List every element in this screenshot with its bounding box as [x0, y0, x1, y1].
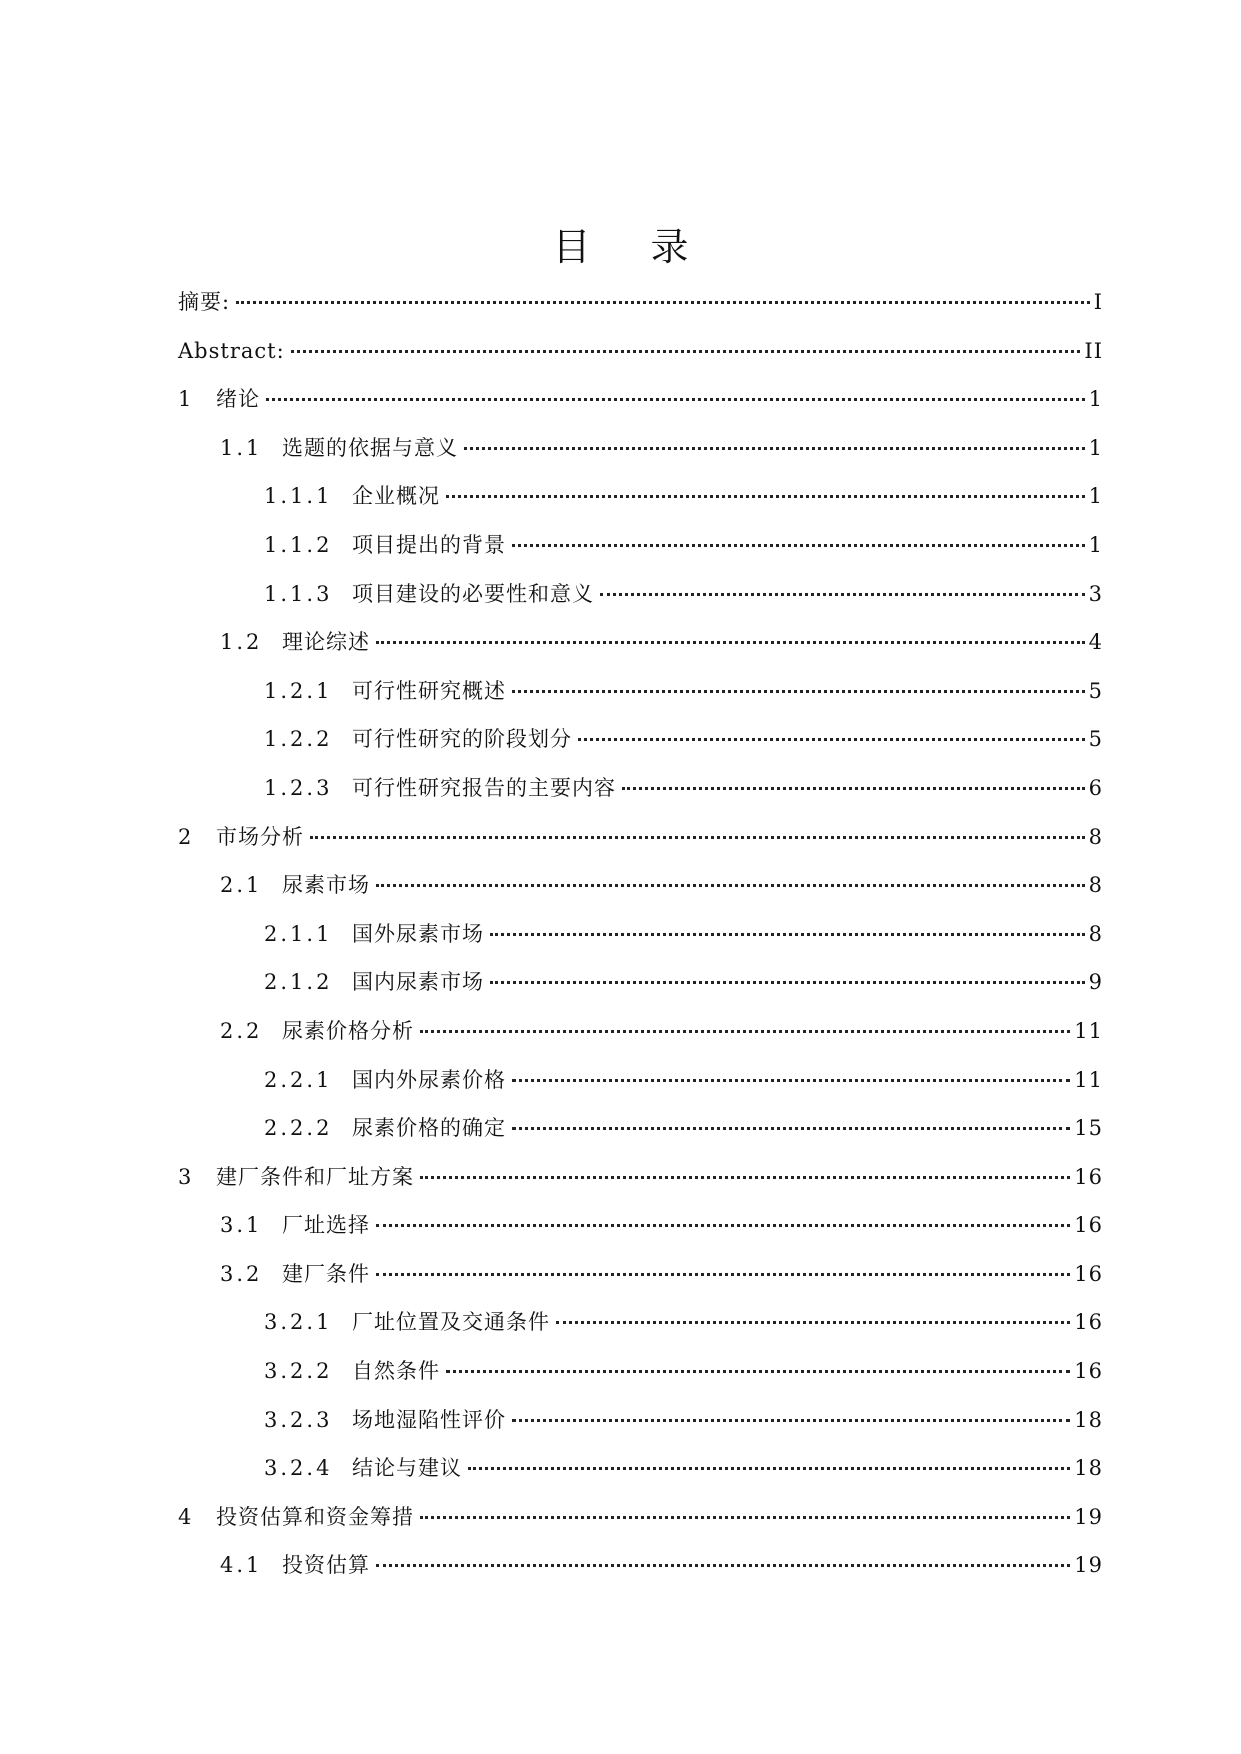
- toc-entry-number: 2.2.1: [264, 1067, 333, 1092]
- toc-entry[interactable]: [178, 433, 1103, 482]
- toc-entry-title: 可行性研究报告的主要内容: [352, 775, 616, 800]
- toc-entry[interactable]: [178, 676, 1103, 725]
- toc-entry-page-number: 1: [1088, 532, 1103, 557]
- toc-dot-leader: [512, 690, 1085, 693]
- toc-entry-page-number: 3: [1088, 581, 1103, 606]
- toc-entry[interactable]: [178, 870, 1103, 919]
- toc-entry[interactable]: [178, 579, 1103, 628]
- toc-dot-leader: [512, 1419, 1070, 1422]
- toc-dot-leader: [556, 1321, 1070, 1324]
- toc-entry-title: 厂址选择: [282, 1213, 370, 1238]
- toc-entry-title: Abstract:: [178, 338, 285, 363]
- toc-entry-title: 结论与建议: [352, 1456, 462, 1481]
- toc-entry-title: 国外尿素市场: [352, 921, 484, 946]
- toc-entry-number: 2: [178, 824, 195, 849]
- toc-entry-page-number: 1: [1088, 484, 1103, 509]
- toc-entry[interactable]: [178, 384, 1103, 433]
- toc-entry[interactable]: [178, 1405, 1103, 1454]
- toc-entry-title: 投资估算: [282, 1553, 370, 1578]
- toc-entry-title: 企业概况: [352, 484, 440, 509]
- toc-entry-title: 尿素市场: [282, 873, 370, 898]
- toc-entry-number: 1.1.2: [264, 532, 333, 557]
- toc-entry-title: 投资估算和资金筹措: [216, 1504, 414, 1529]
- toc-dot-leader: [376, 1564, 1070, 1567]
- toc-entry-number: 1.1.1: [264, 484, 333, 509]
- toc-entry[interactable]: [178, 1453, 1103, 1502]
- toc-entry[interactable]: [178, 1550, 1103, 1599]
- toc-entry-title: 可行性研究概述: [352, 678, 506, 703]
- toc-entry-number: 3.2: [220, 1261, 263, 1286]
- toc-entry-title: 建厂条件和厂址方案: [216, 1164, 414, 1189]
- toc-entry-title: 项目提出的背景: [352, 532, 506, 557]
- toc-entry-number: 1.1.3: [264, 581, 333, 606]
- toc-entry-number: 3.1: [220, 1213, 263, 1238]
- toc-entry-number: 3.2.4: [264, 1456, 333, 1481]
- toc-dot-leader: [420, 1176, 1070, 1179]
- toc-dot-leader: [310, 836, 1085, 839]
- toc-entry[interactable]: [178, 1113, 1103, 1162]
- toc-entry-title: 场地湿陷性评价: [352, 1407, 506, 1432]
- toc-entry-title: 尿素价格分析: [282, 1018, 414, 1043]
- toc-entry-page-number: 18: [1074, 1456, 1103, 1481]
- toc-entry-page-number: 8: [1088, 824, 1103, 849]
- toc-entry-number: 4.1: [220, 1553, 263, 1578]
- toc-entry-page-number: 9: [1088, 970, 1103, 995]
- toc-entry-page-number: 16: [1074, 1359, 1103, 1384]
- toc-dot-leader: [578, 738, 1085, 741]
- toc-entry[interactable]: [178, 336, 1103, 385]
- toc-title: 目 录: [552, 225, 713, 269]
- toc-entry-page-number: 16: [1074, 1310, 1103, 1335]
- toc-dot-leader: [236, 301, 1090, 304]
- toc-dot-leader: [376, 1224, 1070, 1227]
- toc-entry[interactable]: [178, 919, 1103, 968]
- toc-entry-page-number: 5: [1088, 727, 1103, 752]
- toc-entry-page-number: 11: [1074, 1018, 1103, 1043]
- toc-entry-page-number: 11: [1074, 1067, 1103, 1092]
- toc-entry-number: 3.2.2: [264, 1359, 333, 1384]
- toc-entry-page-number: 15: [1074, 1116, 1103, 1141]
- toc-dot-leader: [376, 641, 1085, 644]
- toc-entry-number: 1.2.1: [264, 678, 333, 703]
- toc-entry-title: 绪论: [216, 387, 260, 412]
- toc-entry[interactable]: [178, 1162, 1103, 1211]
- toc-entry-title: 项目建设的必要性和意义: [352, 581, 594, 606]
- toc-dot-leader: [420, 1516, 1070, 1519]
- toc-dot-leader: [446, 1370, 1070, 1373]
- toc-entry-page-number: 16: [1074, 1213, 1103, 1238]
- toc-entry[interactable]: [178, 1210, 1103, 1259]
- toc-entry-page-number: 19: [1074, 1504, 1103, 1529]
- toc-entry[interactable]: [178, 1356, 1103, 1405]
- toc-entry[interactable]: [178, 1307, 1103, 1356]
- toc-entry[interactable]: [178, 287, 1103, 336]
- toc-entry-page-number: 4: [1088, 630, 1103, 655]
- toc-entry-page-number: II: [1084, 338, 1103, 363]
- toc-entry[interactable]: [178, 1065, 1103, 1114]
- toc-entry-title: 理论综述: [282, 630, 370, 655]
- toc-entry-page-number: 8: [1088, 921, 1103, 946]
- toc-entry-number: 2.1: [220, 873, 263, 898]
- toc-entry-number: 3: [178, 1164, 195, 1189]
- toc-entry-number: 1.2.3: [264, 775, 333, 800]
- toc-entry-number: 2.2.2: [264, 1116, 333, 1141]
- toc-entry-number: 3.2.1: [264, 1310, 333, 1335]
- toc-entry-title: 摘要:: [178, 290, 231, 314]
- toc-dot-leader: [291, 350, 1081, 353]
- toc-entry-page-number: 1: [1088, 387, 1103, 412]
- toc-entry[interactable]: [178, 1502, 1103, 1551]
- toc-entry-title: 厂址位置及交通条件: [352, 1310, 550, 1335]
- toc-entry-number: 2.2: [220, 1018, 263, 1043]
- toc-entry-page-number: 6: [1088, 775, 1103, 800]
- toc-entry[interactable]: [178, 724, 1103, 773]
- toc-entry-page-number: I: [1093, 290, 1103, 314]
- toc-entry-page-number: 1: [1088, 435, 1103, 460]
- toc-dot-leader: [512, 1079, 1070, 1082]
- toc-dot-leader: [446, 495, 1085, 498]
- toc-dot-leader: [512, 1127, 1070, 1130]
- toc-entry-number: 1.1: [220, 435, 263, 460]
- toc-entry-page-number: 16: [1074, 1164, 1103, 1189]
- toc-entry-page-number: 16: [1074, 1261, 1103, 1286]
- toc-dot-leader: [420, 1030, 1070, 1033]
- toc-entry-page-number: 5: [1088, 678, 1103, 703]
- toc-entry-number: 1: [178, 387, 195, 412]
- toc-dot-leader: [600, 593, 1085, 596]
- toc-entry-title: 可行性研究的阶段划分: [352, 727, 572, 752]
- toc-entry[interactable]: [178, 822, 1103, 871]
- toc-entry-title: 市场分析: [216, 824, 304, 849]
- toc-entry-title: 国内尿素市场: [352, 970, 484, 995]
- toc-entry-title: 建厂条件: [282, 1261, 370, 1286]
- toc-entry-number: 1.2.2: [264, 727, 333, 752]
- toc-entry-number: 4: [178, 1504, 195, 1529]
- toc-dot-leader: [376, 1273, 1070, 1276]
- toc-dot-leader: [468, 1467, 1070, 1470]
- toc-entry-number: 1.2: [220, 630, 263, 655]
- toc-list: [178, 287, 1103, 1599]
- toc-entry-page-number: 18: [1074, 1407, 1103, 1432]
- toc-entry[interactable]: [178, 481, 1103, 530]
- toc-entry-page-number: 19: [1074, 1553, 1103, 1578]
- toc-entry[interactable]: [178, 967, 1103, 1016]
- toc-dot-leader: [490, 981, 1085, 984]
- toc-dot-leader: [464, 447, 1085, 450]
- toc-entry-title: 国内外尿素价格: [352, 1067, 506, 1092]
- toc-entry[interactable]: [178, 773, 1103, 822]
- toc-dot-leader: [622, 787, 1085, 790]
- toc-entry[interactable]: [178, 530, 1103, 579]
- toc-entry-title: 自然条件: [352, 1359, 440, 1384]
- toc-entry-page-number: 8: [1088, 873, 1103, 898]
- toc-dot-leader: [512, 544, 1085, 547]
- toc-entry-title: 选题的依据与意义: [282, 435, 458, 460]
- toc-dot-leader: [376, 884, 1085, 887]
- toc-entry-number: 3.2.3: [264, 1407, 333, 1432]
- toc-dot-leader: [266, 398, 1085, 401]
- toc-entry-title: 尿素价格的确定: [352, 1116, 506, 1141]
- toc-entry[interactable]: [178, 1259, 1103, 1308]
- toc-entry-number: 2.1.2: [264, 970, 333, 995]
- toc-entry[interactable]: [178, 1016, 1103, 1065]
- toc-dot-leader: [490, 933, 1085, 936]
- toc-entry[interactable]: [178, 627, 1103, 676]
- toc-entry-number: 2.1.1: [264, 921, 333, 946]
